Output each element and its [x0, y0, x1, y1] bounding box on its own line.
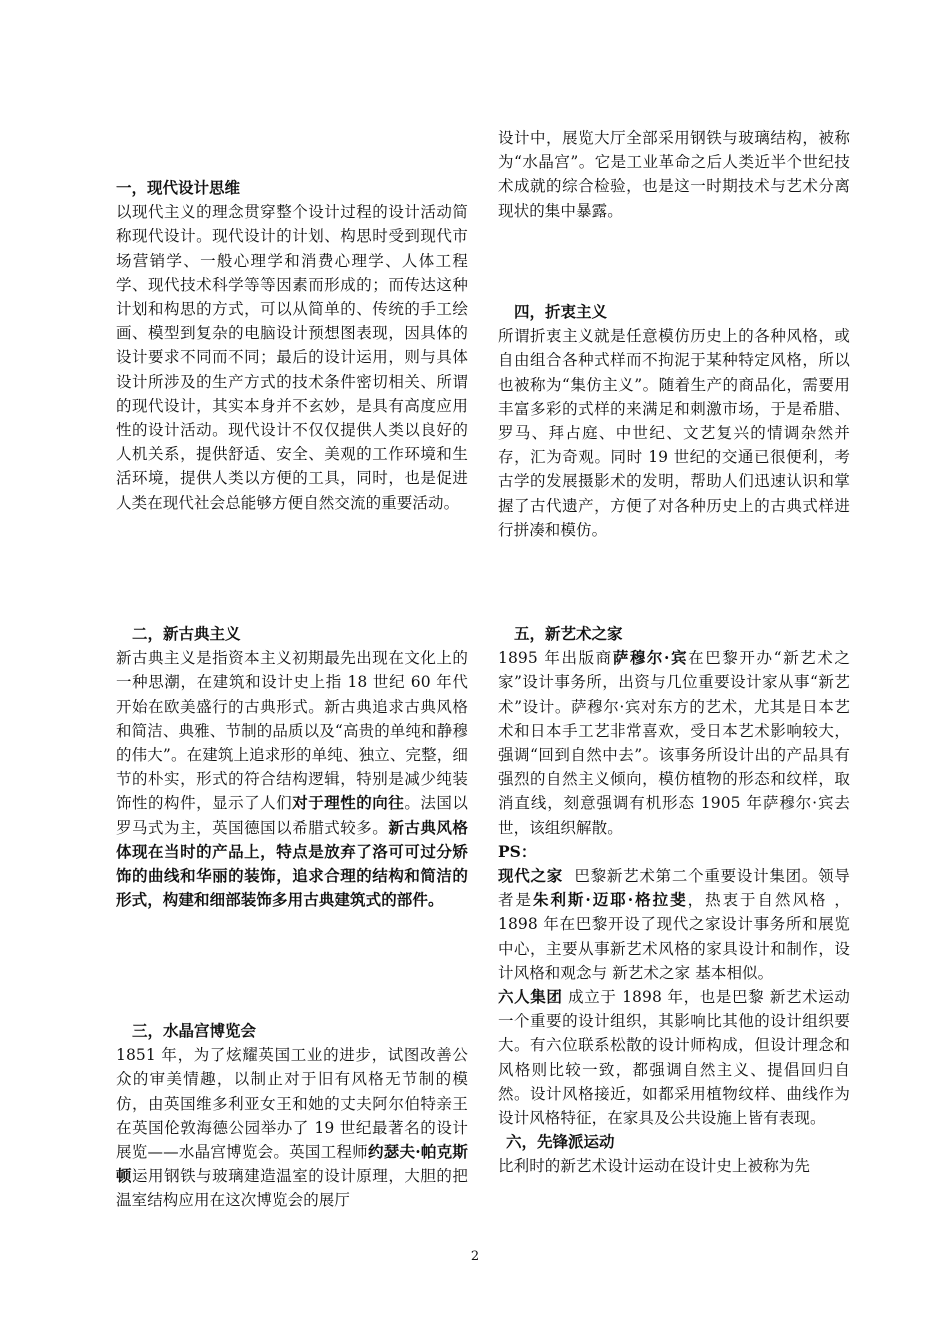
section-heading: 三，水晶宫博览会: [132, 1021, 257, 1040]
section-body: 设计中，展览大厅全部采用钢铁与玻璃结构，被称为“水晶宫”。它是工业革命之后人类近半个世纪技术成就的综合检验，也是这一时期技术与艺术分离现状的集中暴露。: [498, 129, 850, 220]
section-crystal-palace: [116, 1019, 468, 1213]
body-text: 在巴黎开办“新艺术之家”设计事务所，出资与几位重要设计家从事“新艺术”设计。萨穆尔·宾对东方的艺术，尤其是日本艺术和日本手工艺非常喜欢，受日本艺术影响较大，强调“回到自然中去”。该事务所设计出的产品具有强烈的自然主义倾向，模仿植物的形态和纹样，取消直线，刻意强调有机形态 1905 年萨穆尔·宾去世，该组织解散。: [498, 649, 850, 837]
body-text: 成立于 1898 年，也是巴黎 新艺术运动 一个重要的设计组织，其影响比其他的设计组织要大。有六位联系松散的设计师构成，但设计理念和风格则比较一致，都强调自然主义、提倡回归自然。设计风格接近，如都采用植物纹样、曲线作为设计风格特征，在家具及公共设施上皆有表现。: [498, 988, 850, 1128]
section-heading: 五，新艺术之家: [514, 624, 623, 643]
section-body: [116, 1043, 468, 1212]
emphasis-text: 约瑟夫·帕克斯顿: [116, 1142, 468, 1186]
section-body: 以现代主义的理念贯穿整个设计过程的设计活动简称现代设计。现代设计的计划、构思时受到现代市场营销学、一般心理学和消费心理学、人体工程学、现代技术科学等等因素而形成的；而传达这种计划和构思的方式，可以从简单的、传统的手工绘画、模型到复杂的电脑设计预想图表现，因具体的设计要求不同而不同；最后的设计运用，则与具体设计所涉及的生产方式的技术条件密切相关、所谓的现代设计，其实本身并不玄妙，是具有高度应用性的设计活动。现代设计不仅仅提供人类以良好的人机关系，提供舒适、安全、美观的工作环境和生活环境，提供人类以方便的工具，同时，也是促进人类在现代社会总能够方便自然交流的重要活动。: [116, 203, 468, 512]
ps-paragraph-maison-moderne: [498, 864, 850, 985]
emphasis-text: 现代之家: [498, 866, 564, 886]
emphasis-text: 新古典风格体现在当时的产品上，特点是放弃了洛可可过分矫饰的曲线和华丽的装饰，追求合理的结构和简洁的形式，构建和细部装饰多用古典建筑式的部件。: [116, 817, 468, 910]
page-number: 2: [470, 1249, 480, 1264]
emphasis-text: 萨穆尔·宾: [612, 648, 689, 668]
section-maison-art-nouveau: [498, 622, 850, 1179]
section-crystal-palace-continued: [498, 126, 850, 223]
body-text: 。法国以罗马式为主，英国德国以希腊式较多。: [116, 794, 468, 837]
section-heading: 二，新古典主义: [132, 624, 241, 643]
body-text: ，热衷于自然风格 ，1898 年在巴黎开设了现代之家设计事务所和展览中心，主要从事新艺术风格的家具设计和制作，设计风格和观念与 新艺术之家 基本相似。: [498, 891, 850, 982]
emphasis-text: 朱利斯·迈耶·格拉斐: [532, 890, 688, 910]
body-text: 新古典主义是指资本主义初期最先出现在文化上的一种思潮，在建筑和设计史上指 18 世纪 60 年代开始在欧美盛行的古典形式。新古典追求古典风格和简洁、典雅、节制的品质以及“高贵的单纯和静穆的伟大”。在建筑上追求形的单纯、独立、完整，细节的朴实，形式的符合结构逻辑，特别是减少纯装饰性的构件，显示了人们: [116, 649, 468, 813]
section-body: [116, 646, 468, 912]
section-modern-design-thinking: [116, 176, 468, 515]
body-text: 1851 年，为了炫耀英国工业的进步，试图改善公众的审美情趣，以制止对于旧有风格无节制的模仿，由英国维多利亚女王和她的丈夫阿尔伯特亲王在英国伦敦海德公园举办了 19 世纪最著名的设计展览——水晶宫博览会。英国工程师: [116, 1046, 468, 1162]
ps-paragraph-les-six: [498, 985, 850, 1130]
section-neoclassicism: [116, 622, 468, 912]
section-heading: 四，折衷主义: [514, 302, 608, 321]
emphasis-text: 对于理性的向往: [292, 793, 405, 813]
section-body: [498, 646, 850, 840]
section-body: 比利时的新艺术设计运动在设计史上被称为先: [498, 1157, 811, 1176]
ps-label: PS：: [498, 841, 537, 861]
emphasis-text: 六人集团: [498, 987, 563, 1007]
section-body: 所谓折衷主义就是任意模仿历史上的各种风格，或自由组合各种式样而不拘泥于某种特定风格，所以也被称为“集仿主义”。随着生产的商品化，需要用丰富多彩的式样的来满足和刺激市场，于是希腊、罗马、拜占庭、中世纪、文艺复兴的情调杂然并存，汇为奇观。同时 19 世纪的交通已很便利，考古学的发展摄影术的发明，帮助人们迅速认识和掌握了古代遗产，方便了对各种历史上的古典式样进行拼凑和模仿。: [498, 327, 850, 539]
section-heading: 六，先锋派运动: [506, 1132, 615, 1152]
body-text: 巴黎新艺术第二个重要设计集团。领导者是: [498, 867, 850, 910]
body-text: 1895 年出版商: [498, 649, 613, 668]
section-heading: 一，现代设计思维: [116, 178, 241, 197]
section-eclecticism: [498, 300, 850, 542]
body-text: 运用钢铁与玻璃建造温室的设计原理，大胆的把温室结构应用在这次博览会的展厅: [116, 1167, 468, 1210]
